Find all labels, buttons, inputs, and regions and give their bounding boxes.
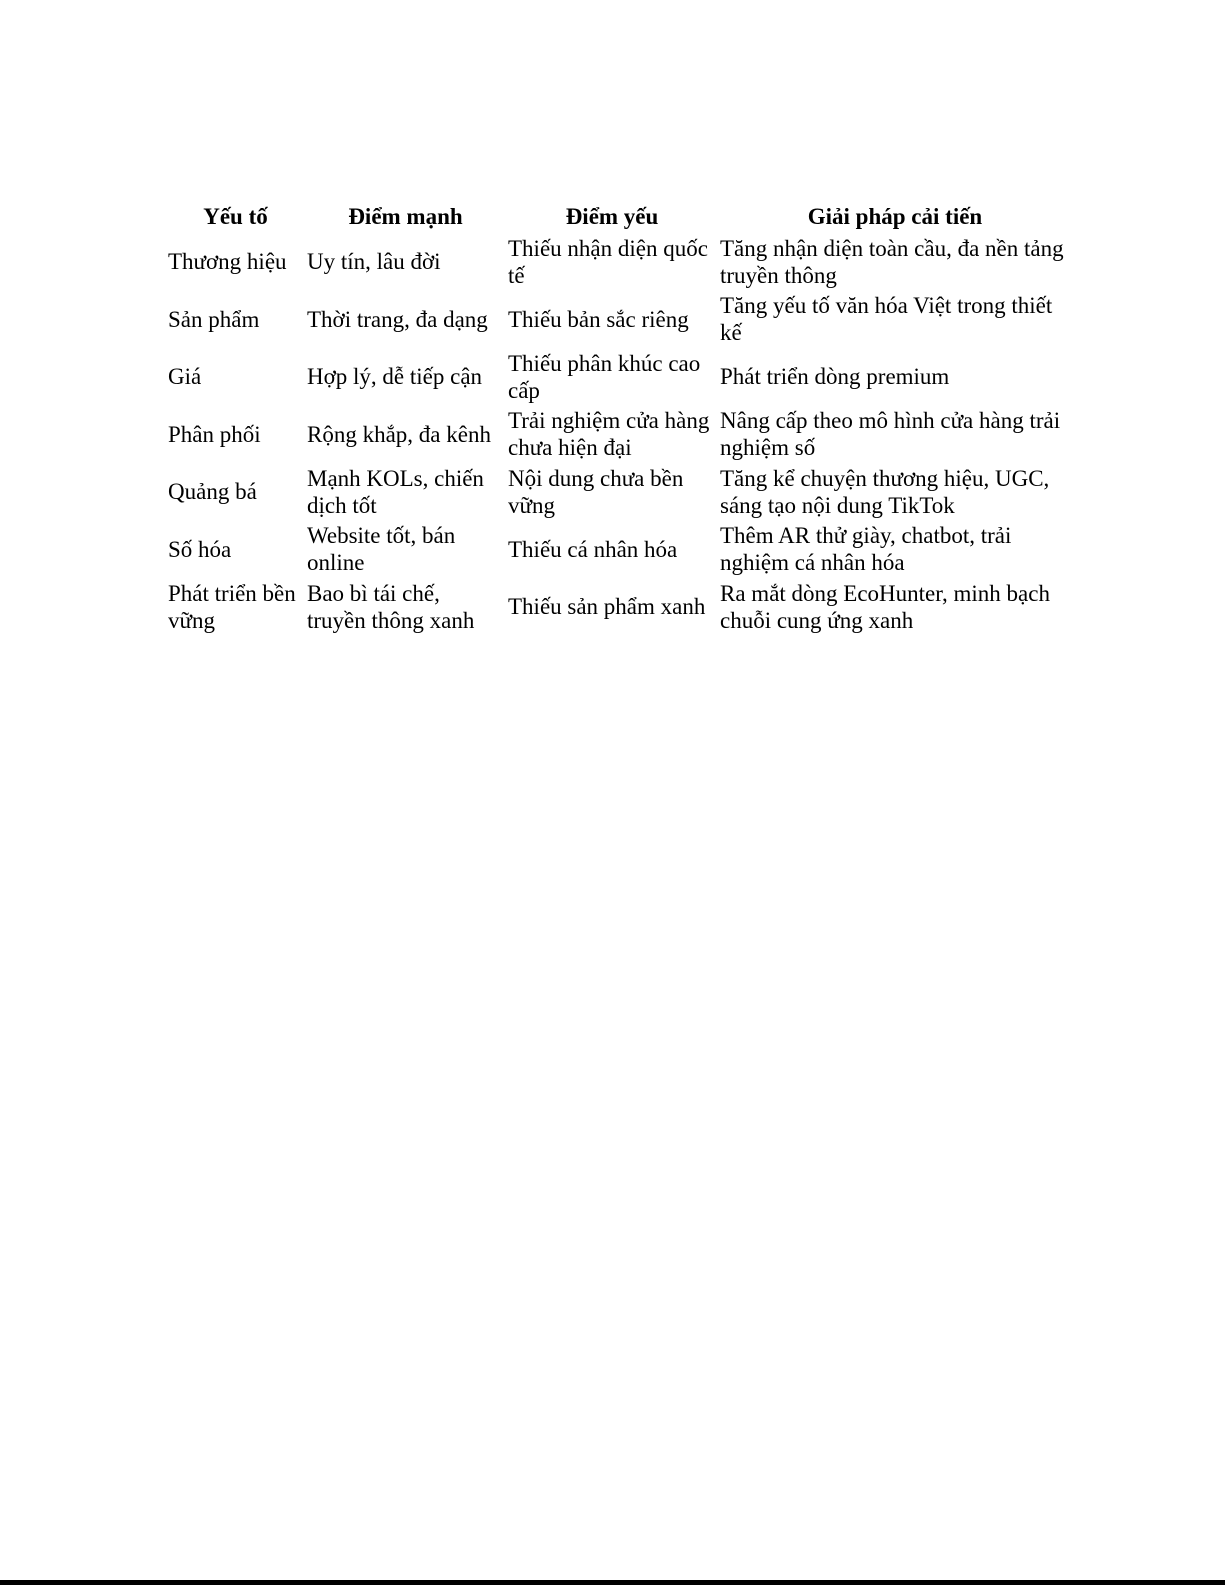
cell-factor: Số hóa	[168, 536, 232, 562]
cell-strength: Mạnh KOLs, chiến dịch tốt	[307, 465, 484, 518]
cell-strength: Website tốt, bán online	[307, 523, 456, 576]
cell-weakness: Trải nghiệm cửa hàng chưa hiện đại	[508, 408, 710, 461]
cell-solution: Ra mắt dòng EcoHunter, minh bạch chuỗi cung ứng xanh	[720, 580, 1050, 633]
comparison-table	[166, 200, 1072, 636]
cell-weakness: Thiếu phân khúc cao cấp	[508, 350, 701, 403]
table-header	[166, 200, 1072, 233]
table-row	[166, 233, 1072, 291]
cell-solution: Thêm AR thử giày, chatbot, trải nghiệm cá nhân hóa	[720, 523, 1012, 576]
cell-solution: Tăng yếu tố văn hóa Việt trong thiết kế	[720, 293, 1053, 346]
cell-strength: Hợp lý, dễ tiếp cận	[307, 364, 483, 390]
cell-weakness: Nội dung chưa bền vững	[508, 465, 684, 518]
cell-factor: Thương hiệu	[168, 249, 287, 275]
cell-strength: Uy tín, lâu đời	[307, 249, 441, 275]
table-row	[166, 406, 1072, 464]
header-row	[166, 200, 1072, 233]
cell-weakness: Thiếu bản sắc riêng	[508, 306, 689, 332]
cell-solution: Phát triển dòng premium	[720, 364, 950, 390]
cell-solution: Tăng kể chuyện thương hiệu, UGC, sáng tạo nội dung TikTok	[720, 465, 1050, 518]
cell-factor: Giá	[168, 364, 202, 390]
cell-factor: Phát triển bền vững	[168, 580, 296, 633]
header-weaknesses: Điểm yếu	[565, 203, 659, 229]
cell-strength: Bao bì tái chế, truyền thông xanh	[307, 580, 475, 633]
cell-weakness: Thiếu nhận diện quốc tế	[508, 235, 708, 288]
cell-factor: Phân phối	[168, 421, 261, 447]
table-row	[166, 291, 1072, 349]
header-factor: Yếu tố	[203, 203, 268, 229]
table-row	[166, 521, 1072, 579]
table-row	[166, 348, 1072, 406]
cell-solution: Tăng nhận diện toàn cầu, đa nền tảng truyền thông	[720, 235, 1064, 288]
table-body	[166, 233, 1072, 636]
cell-strength: Rộng khắp, đa kênh	[307, 421, 491, 447]
table-row	[166, 463, 1072, 521]
cell-weakness: Thiếu cá nhân hóa	[508, 536, 678, 562]
cell-strength: Thời trang, đa dạng	[307, 306, 488, 332]
cell-solution: Nâng cấp theo mô hình cửa hàng trải nghiệm số	[720, 408, 1061, 461]
header-solutions: Giải pháp cải tiến	[807, 203, 983, 229]
table-row	[166, 578, 1072, 636]
header-strengths: Điểm mạnh	[348, 203, 463, 229]
page-bottom-border	[0, 1580, 1225, 1585]
cell-factor: Sản phẩm	[168, 306, 260, 332]
cell-weakness: Thiếu sản phẩm xanh	[508, 594, 706, 620]
comparison-table-wrapper	[166, 200, 1086, 636]
cell-factor: Quảng bá	[168, 479, 257, 505]
